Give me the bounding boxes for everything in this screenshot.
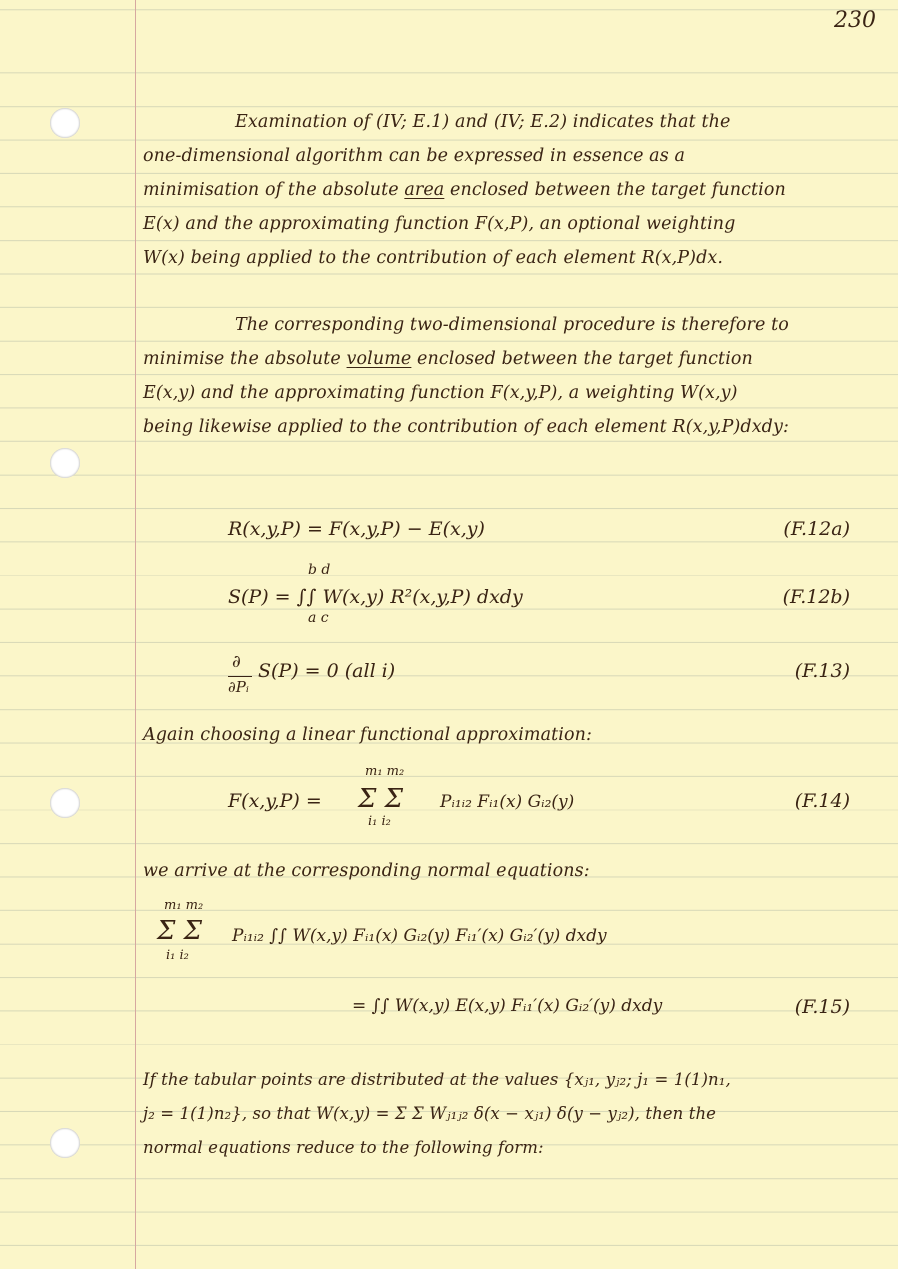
para5-line3: normal equations reduce to the following form: [143, 1138, 544, 1157]
para1-line2: one-dimensional algorithm can be expressed in essence as a [143, 146, 685, 166]
punch-hole [50, 108, 80, 138]
equation-f15-line2: = ∫∫ W(x,y) E(x,y) Fᵢ₁′(x) Gᵢ₂′(y) dxdy [352, 996, 663, 1016]
equation-label-f12a: (F.12a) [783, 518, 850, 540]
para2-line3: E(x,y) and the approximating function F(x,y,P), a weighting W(x,y) [143, 383, 738, 403]
equation-label-f14: (F.14) [794, 790, 850, 812]
equation-label-f13: (F.13) [794, 660, 850, 682]
para2-line2 [143, 349, 843, 369]
para1-line4: E(x) and the approximating function F(x,P), an optional weighting [143, 214, 736, 234]
page-number: 230 [834, 8, 876, 33]
eq15-sum-upper: m₁ m₂ [164, 898, 204, 913]
para5-line1: If the tabular points are distributed at the values {xⱼ₁, yⱼ₂; j₁ = 1(1)n₁, [143, 1070, 731, 1089]
para1-line5: W(x) being applied to the contribution of each element R(x,P)dx. [143, 248, 724, 268]
punch-hole [50, 448, 80, 478]
para1-line3 [143, 180, 843, 200]
equation-label-f15: (F.15) [794, 996, 850, 1018]
eq15-sum-lower: i₁ i₂ [166, 948, 189, 963]
para2-line4: being likewise applied to the contribution of each element R(x,y,P)dxdy: [143, 417, 789, 437]
underlined-volume: volume [346, 349, 412, 369]
double-sum-symbol: Σ Σ [358, 784, 404, 814]
punch-hole [50, 1128, 80, 1158]
integral-upper-limits: b d [308, 562, 331, 578]
para3: Again choosing a linear functional approximation: [143, 725, 592, 745]
para2-line1: The corresponding two-dimensional procedure is therefore to [235, 315, 789, 335]
equation-f14-lhs: F(x,y,P) = [228, 790, 322, 812]
punch-hole [50, 788, 80, 818]
equation-f15-line1: Pᵢ₁ᵢ₂ ∫∫ W(x,y) Fᵢ₁(x) Gᵢ₂(y) Fᵢ₁′(x) Gᵢ₂′(y) dxdy [232, 926, 607, 946]
para5-line2: j₂ = 1(1)n₂}, so that W(x,y) = Σ Σ Wⱼ₁ⱼ₂ δ(x − xⱼ₁) δ(y − yⱼ₂), then the [143, 1104, 717, 1123]
underlined-area: area [404, 180, 445, 200]
sum-lower-limits: i₁ i₂ [368, 814, 391, 829]
para1-line1: Examination of (IV; E.1) and (IV; E.2) indicates that the [235, 112, 731, 132]
eq15-double-sum: Σ Σ [157, 916, 203, 946]
para1-line3a: minimisation of the absolute [143, 180, 405, 200]
equation-f13: S(P) = 0 (all i) [258, 660, 396, 682]
para4: we arrive at the corresponding normal equations: [143, 861, 590, 881]
equation-label-f12b: (F.12b) [782, 586, 850, 608]
partial-numerator: ∂ [232, 652, 241, 672]
equation-f12b: S(P) = ∫∫ W(x,y) R²(x,y,P) dxdy [228, 586, 523, 608]
para1-line3b: enclosed between the target function [444, 180, 786, 200]
equation-f12a: R(x,y,P) = F(x,y,P) − E(x,y) [228, 518, 485, 540]
para2-line2a: minimise the absolute [143, 349, 347, 369]
partial-denominator: ∂Pᵢ [228, 678, 249, 696]
margin-line [135, 0, 136, 1269]
para2-line2b: enclosed between the target function [411, 349, 753, 369]
fraction-bar [228, 676, 252, 677]
equation-f14-rhs: Pᵢ₁ᵢ₂ Fᵢ₁(x) Gᵢ₂(y) [440, 792, 575, 812]
sum-upper-limits: m₁ m₂ [365, 764, 405, 779]
integral-lower-limits: a c [308, 610, 329, 626]
